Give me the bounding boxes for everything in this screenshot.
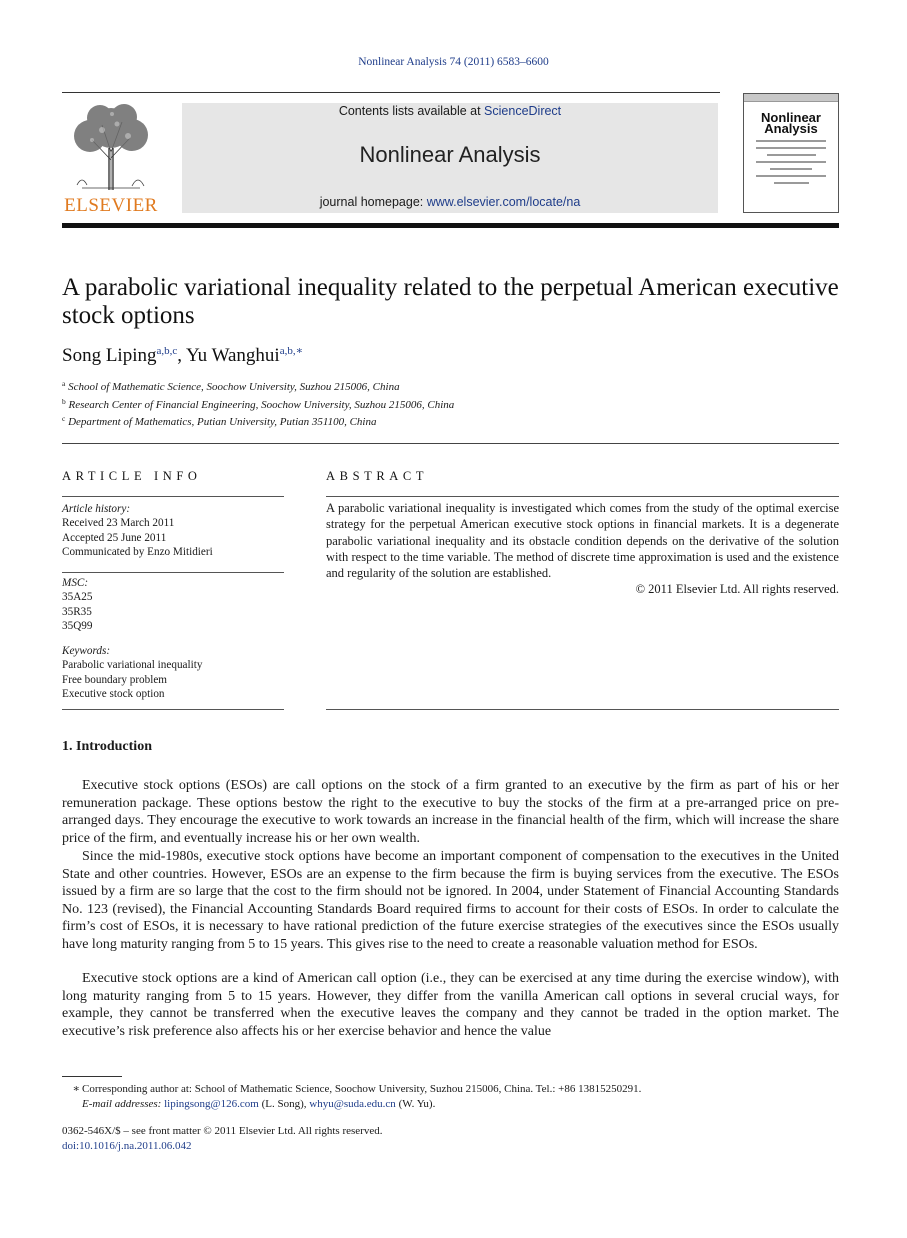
contents-prefix: Contents lists available at xyxy=(338,104,485,118)
affiliation-mark: c xyxy=(62,414,66,423)
footnote-rule xyxy=(62,1076,122,1077)
email-note xyxy=(62,1098,435,1110)
section-rule xyxy=(62,443,839,444)
sciencedirect-link[interactable]: ScienceDirect xyxy=(484,104,562,118)
affiliation-mark: b xyxy=(62,397,66,406)
msc-code: 35A25 xyxy=(62,591,93,604)
email-link[interactable]: whyu@suda.edu.cn xyxy=(309,1098,396,1110)
doi-link[interactable]: doi:10.1016/j.na.2011.06.042 xyxy=(62,1140,192,1152)
email-link[interactable]: lipingsong@126.com xyxy=(164,1098,259,1110)
body-paragraph: Executive stock options (ESOs) are call options on the stock of a firm granted to an executive by the firm as part of his or her remuneration package. These options bestow the right to the executive to buy the stocks of the firm at a pre-arranged price on pre-arranged days. They encourage the executive to work towards an increase in the financial health of the firm, which will increase the share price of the firm, and eventually increase his or her own wealth. xyxy=(62,778,839,846)
info-rule xyxy=(62,572,284,573)
header-rule xyxy=(62,92,720,93)
journal-title: Nonlinear Analysis xyxy=(359,142,541,167)
keyword: Parabolic variational inequality xyxy=(62,659,203,672)
abstract-rule xyxy=(326,709,839,710)
info-rule xyxy=(62,496,284,497)
abstract-rule xyxy=(326,496,839,497)
keywords xyxy=(62,644,202,702)
email-owner: (W. Yu). xyxy=(395,1098,436,1110)
body-paragraph: Executive stock options are a kind of American call option (i.e., they can be exercised at any time during the exercise window), with long maturity ranging from 5 to 15 years. However, they differ from the vanilla American call options in several crucial ways, for example, they cannot be transferred when the executive leaves the company and they cannot be traded in the option market. The executive’s risk preference also affects his or her exercise behavior and hence the value xyxy=(62,971,839,1039)
msc-code: 35R35 xyxy=(62,605,92,618)
affiliation xyxy=(62,414,376,428)
keyword: Executive stock option xyxy=(62,688,165,701)
cover-text-lines xyxy=(756,140,826,184)
article-history xyxy=(62,502,213,560)
history-label: Article history: xyxy=(62,503,131,515)
footnote-star: ∗ xyxy=(72,1083,80,1095)
affiliation xyxy=(62,397,454,411)
article-info-heading: ARTICLE INFO xyxy=(62,469,202,483)
body-paragraph: Since the mid-1980s, executive stock options have become an important component of compensation to the executives in the United State and other countries. However, ESOs are an expense to the firm because the firm is buying services from the executive. The ESOs issued by a firm are so large that the cost to the firm should not be ignored. In 2004, under Statement of Financial Accounting Standards No. 123 (revised), the Financial Accounting Standards Board required firms to account for their costs of ESOs. In order to calculate the firm’s cost of ESOs, it is necessary to have rational prediction of the future exercise strategies of the executives since the ESOs usually have long maturity ranging from 5 to 15 years. This gives rise to the need to create a reasonable valuation method for ESOs. xyxy=(62,849,839,952)
affiliation-mark: a xyxy=(62,379,66,388)
corresponding-author-text: Corresponding author at: School of Mathematic Science, Soochow University, Suzhou 215006, China. Tel.: +86 13815250291. xyxy=(82,1083,642,1095)
cover-title-line1: Nonlinear xyxy=(761,110,821,125)
cover-title-line2: Analysis xyxy=(764,121,818,136)
elsevier-wordmark: ELSEVIER xyxy=(64,195,158,216)
info-rule xyxy=(62,709,284,710)
keywords-label: Keywords: xyxy=(62,645,111,657)
article-title: A parabolic variational inequality related to the perpetual American executive stock options xyxy=(62,274,839,329)
history-item: Received 23 March 2011 xyxy=(62,517,175,530)
section-heading-introduction: 1. Introduction xyxy=(62,739,152,754)
contents-line xyxy=(182,104,718,118)
homepage-link[interactable]: www.elsevier.com/locate/na xyxy=(426,195,581,209)
cover-title xyxy=(744,112,838,134)
homepage-line xyxy=(182,195,718,209)
abstract-heading: ABSTRACT xyxy=(326,469,429,483)
msc-code: 35Q99 xyxy=(62,620,93,633)
email-label: E-mail addresses: xyxy=(82,1098,162,1110)
affiliation-text: School of Mathematic Science, Soochow University, Suzhou 215006, China xyxy=(68,381,400,393)
msc-label: MSC: xyxy=(62,577,89,589)
journal-cover-thumbnail xyxy=(743,93,839,213)
journal-citation[interactable]: Nonlinear Analysis 74 (2011) 6583–6600 xyxy=(358,56,549,68)
author-affiliation-marks[interactable]: a,b,∗ xyxy=(279,345,304,357)
author-name[interactable]: Yu Wanghui xyxy=(186,345,280,366)
homepage-prefix: journal homepage: xyxy=(319,195,427,209)
history-item: Communicated by Enzo Mitidieri xyxy=(62,546,213,559)
author-separator: , xyxy=(177,345,187,366)
cover-top-strip xyxy=(744,94,838,102)
keyword: Free boundary problem xyxy=(62,673,168,686)
corresponding-author-note xyxy=(62,1082,641,1095)
affiliation-text: Department of Mathematics, Putian University, Putian 351100, China xyxy=(68,416,377,428)
msc-codes xyxy=(62,576,92,634)
header-thick-rule xyxy=(62,223,839,228)
abstract-text: A parabolic variational inequality is investigated which comes from the study of the optimal exercise strategy for the perpetual American executive stock options in financial markets. It is a degenerate parabolic variational inequality and its obstacle condition depends on the derivative of the solution with respect to the time variable. The method of discrete time approximation is used and the existence and regularity of the solution are established. xyxy=(326,501,839,581)
issn-line: 0362-546X/$ – see front matter © 2011 Elsevier Ltd. All rights reserved. xyxy=(62,1125,383,1137)
affiliation xyxy=(62,379,400,393)
history-item: Accepted 25 June 2011 xyxy=(62,531,167,544)
author-name[interactable]: Song Liping xyxy=(62,345,157,366)
author-list xyxy=(62,344,303,367)
abstract-copyright: © 2011 Elsevier Ltd. All rights reserved. xyxy=(635,582,839,596)
author-affiliation-marks[interactable]: a,b,c xyxy=(156,345,178,357)
email-owner: (L. Song), xyxy=(258,1098,310,1110)
affiliation-text: Research Center of Financial Engineering, Soochow University, Suzhou 215006, China xyxy=(68,399,455,411)
